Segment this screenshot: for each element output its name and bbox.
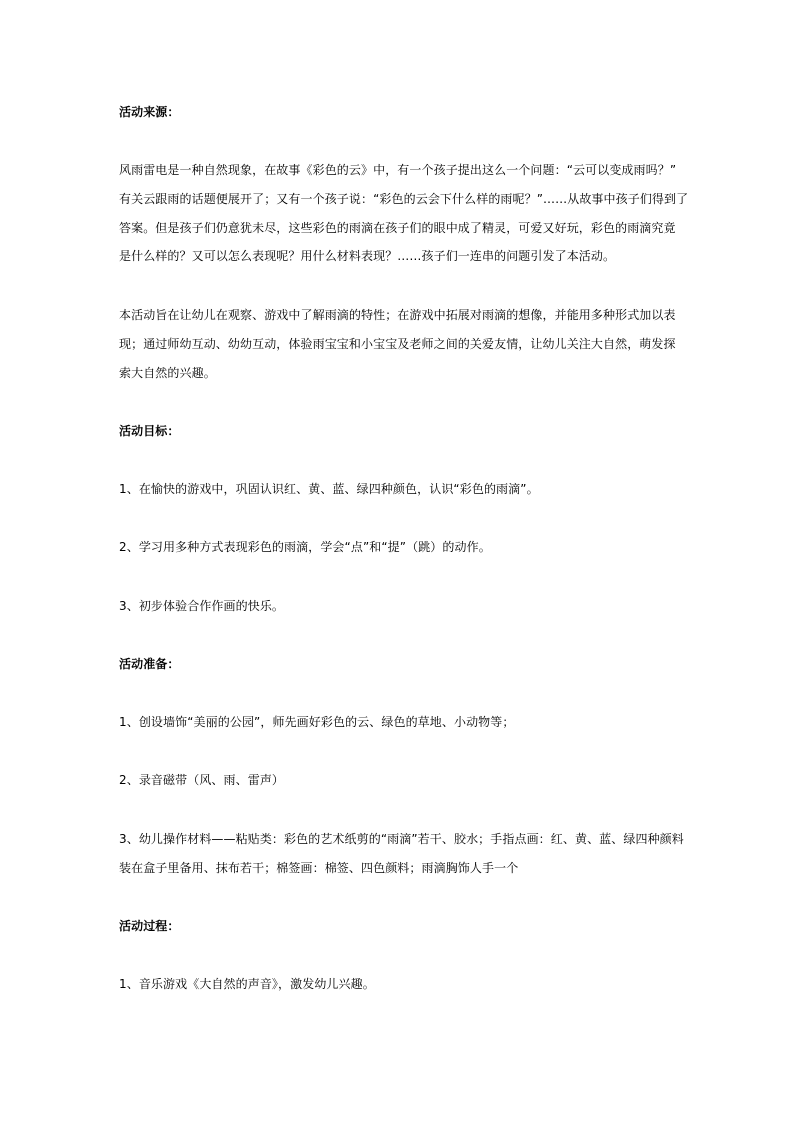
- list-item: 3、幼儿操作材料——粘贴类：彩色的艺术纸剪的“雨滴”若干、胶水；手指点画：红、黄、蓝、绿四种颜料: [119, 832, 684, 846]
- paragraph-line: 是什么样的？又可以怎么表现呢？用什么材料表现？……孩子们一连串的问题引发了本活动。: [119, 249, 616, 263]
- section-heading-goals: 活动目标：: [119, 424, 180, 438]
- section-heading-source: 活动来源：: [119, 105, 180, 119]
- list-item: 2、学习用多种方式表现彩色的雨滴，学会“点”和“提”（跳）的动作。: [119, 540, 491, 554]
- paragraph-line: 风雨雷电是一种自然现象，在故事《彩色的云》中，有一个孩子提出这么一个问题：“云可以变成雨吗？”: [119, 163, 677, 177]
- list-item: 1、创设墙饰“美丽的公园”，师先画好彩色的云、绿色的草地、小动物等；: [119, 715, 515, 729]
- section-heading-process: 活动过程：: [119, 919, 180, 933]
- paragraph-line: 答案。但是孩子们仍意犹未尽，这些彩色的雨滴在孩子们的眼中成了精灵，可爱又好玩，彩色的雨滴究竟: [119, 221, 676, 235]
- list-item: 1、音乐游戏《大自然的声音》，激发幼儿兴趣。: [119, 977, 375, 991]
- list-item-continuation: 装在盒子里备用、抹布若干；棉签画：棉签、四色颜料；雨滴胸饰人手一个: [119, 861, 519, 875]
- section-heading-preparation: 活动准备：: [119, 657, 180, 671]
- paragraph-line: 本活动旨在让幼儿在观察、游戏中了解雨滴的特性；在游戏中拓展对雨滴的想像，并能用多种形式加以表: [119, 308, 676, 322]
- list-item: 3、初步体验合作作画的快乐。: [119, 599, 285, 613]
- list-item: 1、在愉快的游戏中，巩固认识红、黄、蓝、绿四种颜色，认识“彩色的雨滴”。: [119, 482, 539, 496]
- list-item: 2、录音磁带（风、雨、雷声）: [119, 773, 285, 787]
- paragraph-line: 有关云跟雨的话题便展开了；又有一个孩子说：“彩色的云会下什么样的雨呢？”……从故事中孩子们得到了: [119, 192, 689, 206]
- paragraph-line: 索大自然的兴趣。: [119, 366, 216, 380]
- paragraph-line: 现；通过师幼互动、幼幼互动，体验雨宝宝和小宝宝及老师之间的关爱友情，让幼儿关注大自然，萌发探: [119, 337, 676, 351]
